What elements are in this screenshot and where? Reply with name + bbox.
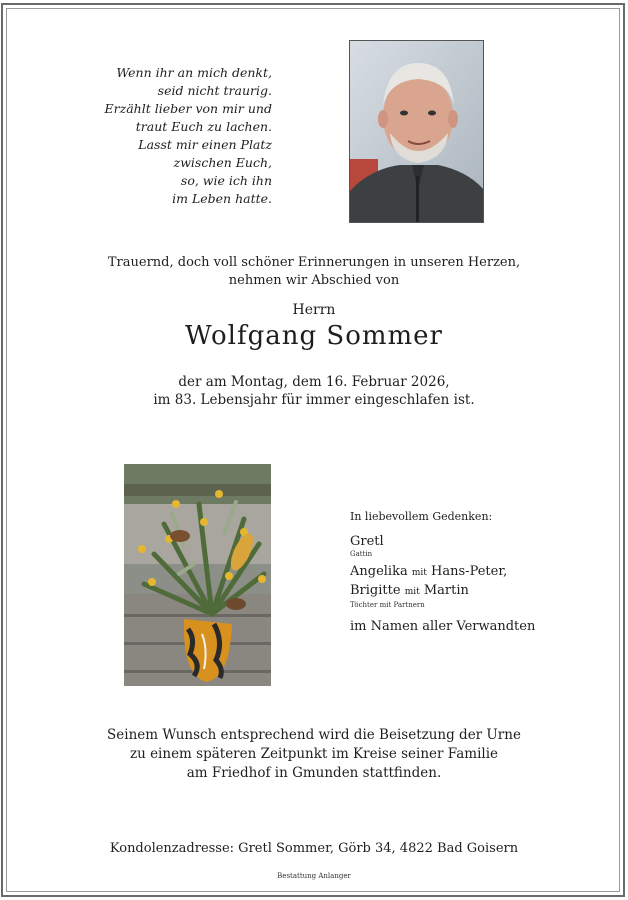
poem-line: so, wie ich ihn xyxy=(180,173,272,188)
burial-line: am Friedhof in Gmunden stattfinden. xyxy=(186,765,442,781)
mourner-name: Hans-Peter, xyxy=(431,564,508,579)
mourners-lead: In liebevollem Gedenken: xyxy=(350,510,493,523)
death-notice xyxy=(0,373,628,409)
mourner-brigitte-line xyxy=(350,582,570,601)
burial-notice xyxy=(0,726,628,783)
poem-line: traut Euch zu lachen. xyxy=(135,119,272,134)
mourner-name: Martin xyxy=(423,583,469,598)
death-line: im 83. Lebensjahr für immer eingeschlafen ist. xyxy=(153,392,475,408)
mourners-list xyxy=(350,510,570,635)
flower-photo xyxy=(124,464,271,686)
mit-label: mit xyxy=(404,587,420,597)
burial-line: Seinem Wunsch entsprechend wird die Beisetzung der Urne xyxy=(107,727,521,743)
mourner-angelika-line xyxy=(350,563,570,582)
mourner-name: Angelika xyxy=(350,564,408,579)
undertaker-name: Bestattung Anlanger xyxy=(277,872,351,880)
deceased-name: Wolfgang Sommer xyxy=(185,321,443,351)
memorial-poem xyxy=(80,64,272,208)
salutation: Herrn xyxy=(292,302,336,318)
poem-line: Lasst mir einen Platz xyxy=(138,137,272,152)
intro-line: nehmen wir Abschied von xyxy=(228,273,400,288)
intro-line: Trauernd, doch voll schöner Erinnerungen in unseren Herzen, xyxy=(107,255,521,270)
poem-line: seid nicht traurig. xyxy=(157,83,272,98)
poem-line: im Leben hatte. xyxy=(172,191,272,206)
condolence-address: Kondolenzadresse: Gretl Sommer, Görb 34, 4822 Bad Goisern xyxy=(109,841,519,856)
flower-illustration xyxy=(124,464,271,686)
portrait-illustration xyxy=(350,41,484,223)
burial-line: zu einem späteren Zeitpunkt im Kreise seiner Familie xyxy=(129,746,499,762)
poem-line: Wenn ihr an mich denkt, xyxy=(116,65,272,80)
portrait-photo xyxy=(349,40,484,223)
poem-line: zwischen Euch, xyxy=(173,155,272,170)
mourner-gretl: Gretl xyxy=(350,534,384,549)
relatives-line: im Namen aller Verwandten xyxy=(350,619,536,634)
farewell-intro xyxy=(0,254,628,290)
mourner-name: Brigitte xyxy=(350,583,401,598)
death-line: der am Montag, dem 16. Februar 2026, xyxy=(178,374,450,390)
mourner-role: Gattin xyxy=(350,550,373,558)
poem-line: Erzählt lieber von mir und xyxy=(104,101,272,116)
mourner-role: Töchter mit Partnern xyxy=(350,601,425,609)
mit-label: mit xyxy=(411,568,427,578)
